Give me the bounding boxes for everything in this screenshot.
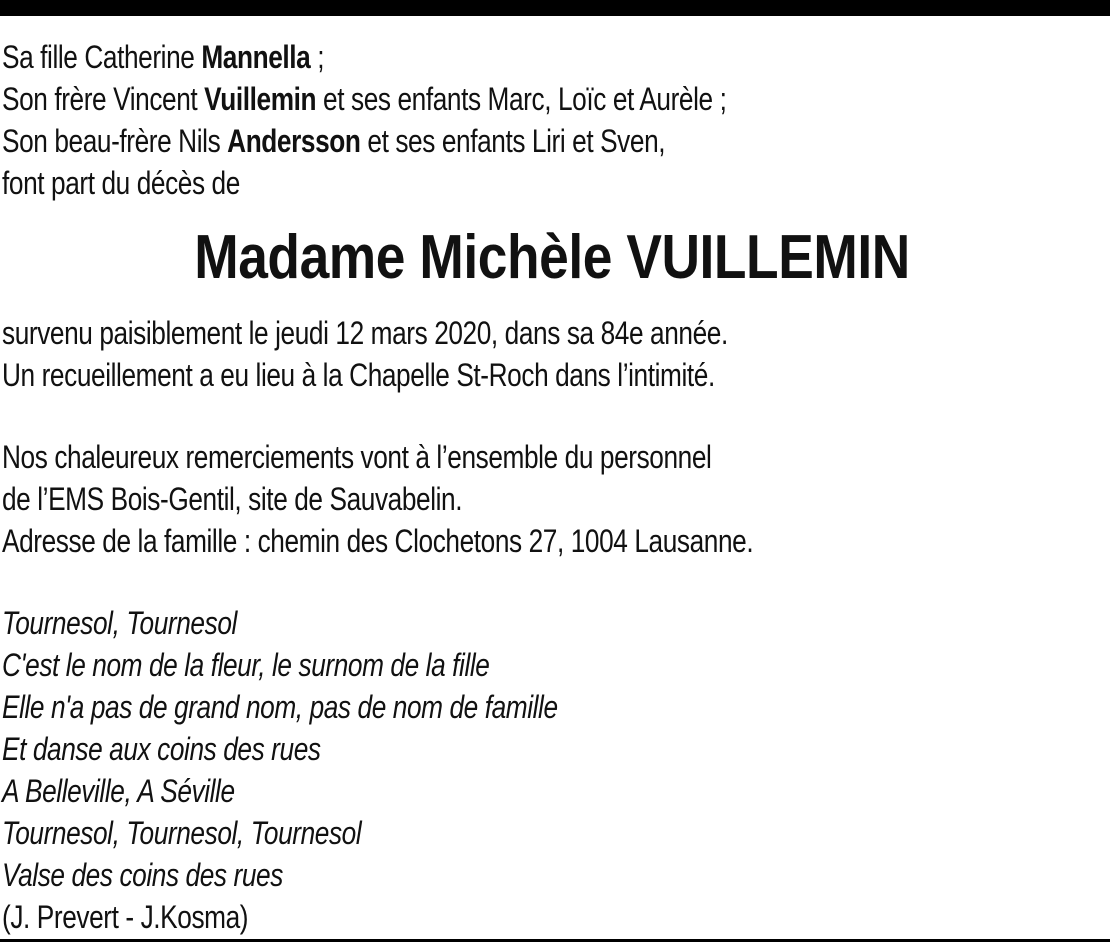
death-details-line: survenu paisiblement le jeudi 12 mars 2020, dans sa 84e année. bbox=[2, 315, 728, 351]
poem-line: Et danse aux coins des rues bbox=[2, 731, 321, 767]
deceased-name: Madame Michèle VUILLEMIN bbox=[194, 223, 910, 292]
family-line-daughter bbox=[2, 36, 904, 78]
announcement-line: font part du décès de bbox=[2, 165, 240, 201]
family-line-brother-in-law bbox=[2, 120, 904, 162]
brother-in-law-surname: Andersson bbox=[227, 123, 361, 159]
daughter-suffix: ; bbox=[317, 39, 325, 75]
brother-in-law-suffix: et ses enfants Liri et Sven, bbox=[367, 123, 666, 159]
poem-credit: (J. Prevert - J.Kosma) bbox=[2, 899, 249, 935]
bottom-border-rule bbox=[0, 939, 1110, 942]
paragraph-gap bbox=[2, 396, 1102, 436]
poem-line: A Belleville, A Séville bbox=[2, 773, 235, 809]
brother-prefix: Son frère Vincent bbox=[2, 81, 198, 117]
death-notice bbox=[2, 36, 1102, 938]
thanks-line-1: Nos chaleureux remerciements vont à l’ensemble du personnel bbox=[2, 439, 712, 475]
family-line-brother bbox=[2, 78, 904, 120]
ceremony-line: Un recueillement a eu lieu à la Chapelle St-Roch dans l’intimité. bbox=[2, 357, 715, 393]
poem-line: Tournesol, Tournesol bbox=[2, 605, 237, 641]
family-address: Adresse de la famille : chemin des Clochetons 27, 1004 Lausanne. bbox=[2, 523, 754, 559]
brother-in-law-prefix: Son beau-frère Nils bbox=[2, 123, 221, 159]
brother-surname: Vuillemin bbox=[204, 81, 317, 117]
daughter-prefix: Sa fille Catherine bbox=[2, 39, 195, 75]
thanks-line-2: de l’EMS Bois-Gentil, site de Sauvabelin. bbox=[2, 481, 463, 517]
poem-line: Elle n'a pas de grand nom, pas de nom de famille bbox=[2, 689, 558, 725]
poem-line: Tournesol, Tournesol, Tournesol bbox=[2, 815, 362, 851]
top-border-rule bbox=[0, 0, 1110, 16]
brother-suffix: et ses enfants Marc, Loïc et Aurèle ; bbox=[323, 81, 727, 117]
poem-line: Valse des coins des rues bbox=[2, 857, 283, 893]
poem-line: C'est le nom de la fleur, le surnom de la fille bbox=[2, 647, 490, 683]
paragraph-gap bbox=[2, 562, 1102, 602]
daughter-surname: Mannella bbox=[201, 39, 311, 75]
